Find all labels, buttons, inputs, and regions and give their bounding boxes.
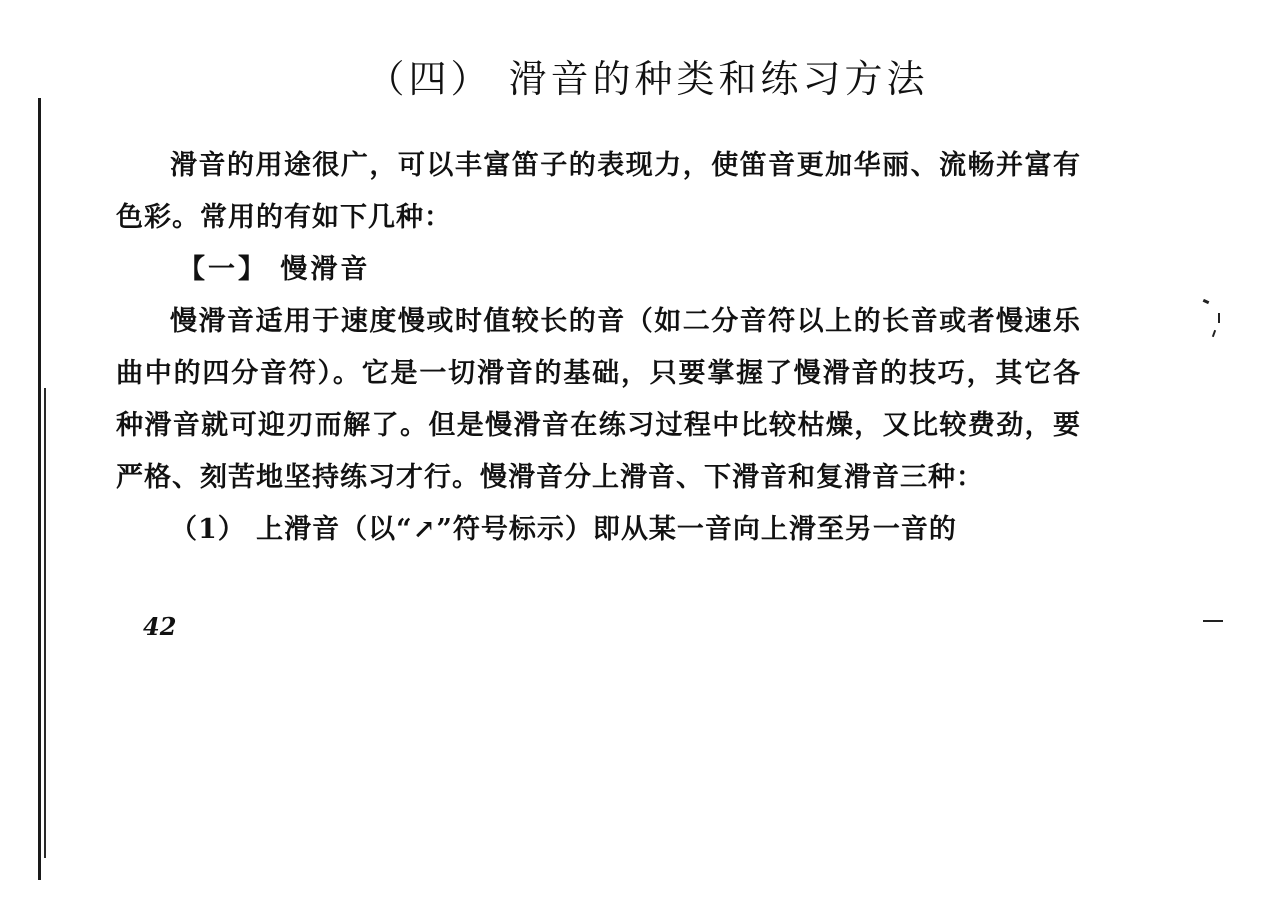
body-text: [116, 140, 1081, 556]
section-title: （四） 滑音的种类和练习方法: [366, 57, 929, 101]
subheading-slow-glide: 【一】 慢滑音: [178, 254, 371, 285]
intro-paragraph: 滑音的用途很广，可以丰富笛子的表现力，使笛音更加华丽、流畅并富有色彩。常用的有如下几种：: [116, 150, 1081, 233]
upward-glide-paragraph: （1） 上滑音（以“↗”符号标示）即从某一音向上滑至另一音的: [170, 514, 957, 545]
scan-edge: [38, 98, 41, 880]
page-number: 42: [143, 612, 177, 641]
margin-mark: [1203, 620, 1223, 622]
slow-glide-paragraph: 慢滑音适用于速度慢或时值较长的音（如二分音符以上的长音或者慢速乐曲中的四分音符）。它是一切滑音的基础，只要掌握了慢滑音的技巧，其它各种滑音就可迎刃而解了。但是慢滑音在练习过程中比较枯燥，又比较费劲，要严格、刻苦地坚持练习才行。慢滑音分上滑音、下滑音和复滑音三种：: [116, 306, 1081, 493]
margin-mark: [1212, 330, 1216, 337]
margin-mark: [1203, 299, 1210, 304]
margin-mark: [1218, 313, 1220, 323]
